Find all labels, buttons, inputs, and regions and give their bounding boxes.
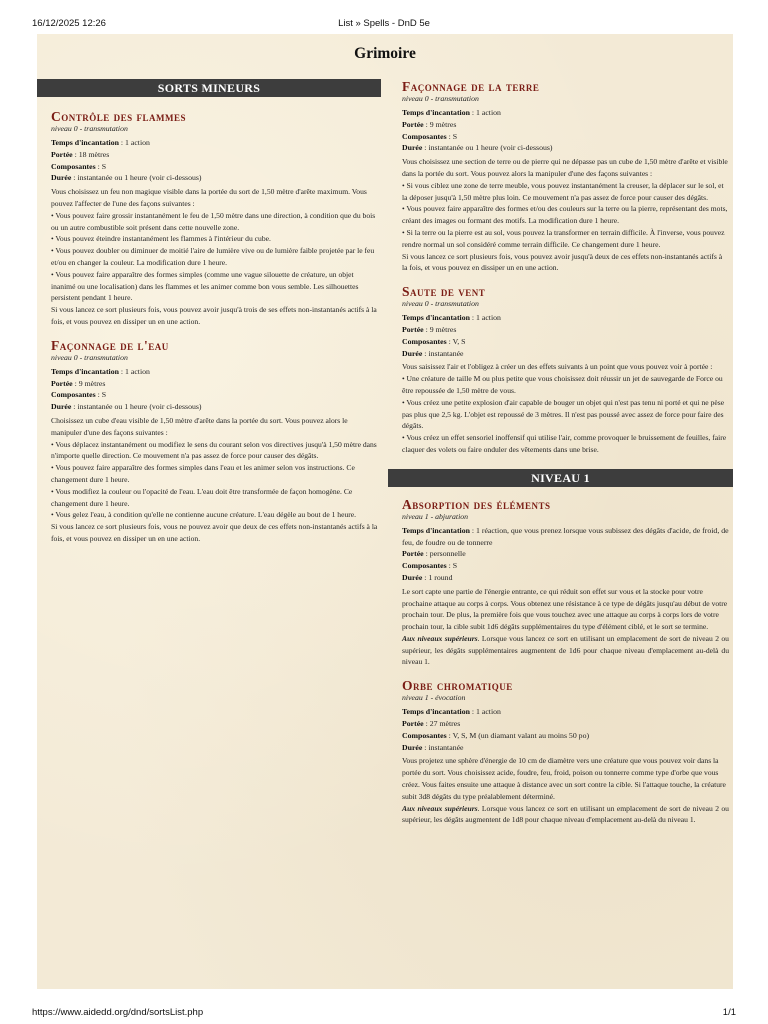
- prop-casting-time: Temps d'incantation : 1 action: [402, 108, 501, 117]
- prop-components: Composantes : S: [402, 131, 458, 141]
- description-paragraph: Choisissez un cube d'eau visible de 1,50 mètre d'arête dans la portée du sort. Vous pouvez alors le manipuler d'une des façons suivantes :: [51, 415, 348, 437]
- higher-levels-label: Aux niveaux supérieurs: [402, 803, 478, 813]
- spell-list-right-cantrips: [388, 79, 733, 456]
- prop-components: Composantes : V, S: [402, 336, 466, 346]
- spell-card: [37, 338, 381, 545]
- prop-casting-time-value: 1 action: [476, 707, 501, 717]
- spell-name: Contrôle des flammes: [51, 109, 187, 124]
- page-title: Grimoire: [354, 45, 416, 62]
- prop-casting-time-label: Temps d'incantation: [51, 366, 119, 376]
- prop-duration-value: instantanée ou 1 heure (voir ci-dessous): [77, 173, 202, 183]
- spell-name: Absorption des éléments: [402, 496, 551, 512]
- description-paragraph: • Vous modifiez la couleur ou l'opacité de l'eau. L'eau doit être transformée de façon homogène. Ce changement dure 1 heure.: [51, 486, 353, 508]
- description-paragraph: • Si la terre ou la pierre est au sol, vous pouvez la transformer en terrain difficile. À l'inverse, vous pouvez rendre normal un sol considéré comme terrain difficile. Ce changement dure 1 heure.: [402, 227, 725, 249]
- spell-name: Saute de vent: [402, 284, 486, 300]
- prop-duration: Durée : 1 round: [402, 572, 453, 582]
- spell-name: Orbe chromatique: [402, 678, 513, 694]
- description-paragraph: • Si vous ciblez une zone de terre meuble, vous pouvez instantanément la creuser, la déplacer sur le sol, et la déposer jusqu'à 1,50 mètre plus loin. Ce mouvement n'a pas assez de force pour causer des dégâts.: [402, 180, 724, 202]
- description-paragraph: Vous saisissez l'air et l'obligez à créer un des effets suivants à un point que vous pouvez voir à portée :: [402, 362, 713, 372]
- spell-description: [51, 415, 379, 545]
- prop-range: Portée : 9 mètres: [51, 378, 106, 388]
- prop-components-value: S: [101, 390, 107, 400]
- description-paragraph: • Vous pouvez faire apparaître des formes simples dans l'eau et les animer selon vos instructions. Ce changement dure 1 heure.: [51, 463, 355, 484]
- prop-components-label: Composantes: [402, 730, 447, 740]
- prop-duration: Durée : instantanée: [402, 348, 464, 358]
- spell-school: niveau 0 - transmutation: [402, 299, 479, 309]
- description-paragraph: • Vous créez une petite explosion d'air capable de bouger un objet qui n'est pas tenu ni porté et qui ne pèse pas plus que 2,5 kg. L'objet est repoussé de 3 mètres. Il n'est pas poussé avec assez de force pour faire des dégâts.: [402, 397, 725, 431]
- higher-levels-text: . Lorsque vous lancez ce sort en utilisant un emplacement de sort de niveau 2 ou supérieur, les dégâts augmentent de 1d8 pour chaque niveau d'emplacement au-delà du niveau 1.: [402, 803, 729, 825]
- prop-range: Portée : 18 mètres: [51, 149, 110, 159]
- prop-duration-value: instantanée ou 1 heure (voir ci-dessous): [77, 402, 202, 412]
- spell-description: [402, 586, 729, 669]
- prop-casting-time: Temps d'incantation : 1 action: [402, 313, 501, 323]
- prop-components: Composantes : S: [402, 561, 458, 571]
- spell-card: [388, 79, 733, 274]
- prop-duration-label: Durée: [51, 402, 72, 412]
- spell-list-left: [37, 109, 381, 545]
- prop-range-value: 27 mètres: [429, 719, 461, 729]
- prop-range-value: 18 mètres: [78, 149, 110, 159]
- prop-range: Portée : 27 mètres: [402, 719, 461, 729]
- prop-components-value: S: [452, 561, 458, 571]
- spell-card: [37, 109, 381, 328]
- prop-range-value: 9 mètres: [429, 119, 457, 129]
- prop-range-value: 9 mètres: [78, 378, 106, 388]
- spell-name: Façonnage de l'eau: [51, 337, 169, 353]
- description-paragraph: Vous choisissez une section de terre ou de pierre qui ne dépasse pas un cube de 1,50 mètre d'arête et visible dans la portée du sort. Vous pouvez alors la manipuler d'une des façons suivantes :: [402, 157, 728, 178]
- description-paragraph: • Vous pouvez faire grossir instantanément le feu de 1,50 mètre dans une direction, à condition que du bois ou un autre combustible soit présent dans cette nouvelle zone.: [51, 210, 376, 232]
- spell-school: niveau 1 - abjuration: [402, 511, 469, 521]
- prop-components: Composantes : S: [51, 161, 107, 171]
- prop-casting-time: Temps d'incantation : 1 réaction, que vous prenez lorsque vous subissez des dégâts d'acide, de froid, de feu, de foudre ou de tonnerre: [402, 525, 729, 547]
- prop-range: Portée : 9 mètres: [402, 119, 457, 129]
- description-paragraph: Si vous lancez ce sort plusieurs fois, vous ne pouvez avoir que deux de ces effets non-instantanés actifs à la fois, et vous pouvez en dissiper un en une action.: [51, 522, 378, 543]
- prop-components-value: S: [452, 131, 458, 141]
- spell-card: [388, 497, 733, 669]
- left-column: [37, 79, 381, 545]
- description-paragraph: • Une créature de taille M ou plus petite que vous choisissez doit réussir un jet de sauvegarde de Force ou être repoussée de 1,50 mètre de vous.: [402, 374, 723, 395]
- description-paragraph: • Vous pouvez éteindre instantanément les flammes à l'intérieur du cube.: [51, 234, 271, 244]
- spell-description: [402, 361, 729, 455]
- description-paragraph: • Vous pouvez doubler ou diminuer de moitié l'aire de lumière vive ou de lumière faible projetée par le feu et/ou en changer la couleur. La modification dure 1 heure.: [51, 246, 375, 267]
- spell-card: [388, 284, 733, 456]
- prop-components-value: S: [101, 161, 107, 171]
- section-header-cantrips: SORTS MINEURS: [37, 79, 381, 97]
- prop-range: Portée : 9 mètres: [402, 324, 457, 334]
- print-datetime: 16/12/2025 12:26: [32, 18, 106, 29]
- prop-casting-time-value: 1 action: [476, 313, 501, 323]
- description-paragraph: • Vous pouvez faire apparaître des formes et/ou des couleurs sur la terre ou la pierre, représentant des mots, créant des images ou formant des motifs. La modification dure 1 heure.: [402, 204, 728, 226]
- higher-levels-text: . Lorsque vous lancez ce sort en utilisant un emplacement de sort de niveau 2 ou supérieur, les dégâts supplémentaires augmentent de 1d6 pour chaque niveau d'emplacement au-delà du niveau 1.: [402, 633, 729, 667]
- prop-casting-time: Temps d'incantation : 1 action: [51, 138, 150, 147]
- spell-school: niveau 0 - transmutation: [51, 124, 128, 133]
- spell-card: [388, 678, 733, 826]
- prop-casting-time-label: Temps d'incantation: [402, 525, 470, 535]
- higher-levels-paragraph: [402, 633, 729, 668]
- right-column: [388, 79, 733, 826]
- prop-components: Composantes : V, S, M (un diamant valant au moins 50 po): [402, 730, 590, 740]
- description-paragraph: • Vous pouvez faire apparaître des formes simples (comme une vague silouette de créature, un objet inanimé ou une localisation) dans les flammes et les animer comme bon vous semble. Les silhouettes persistent pendant 1 heure.: [51, 269, 359, 303]
- prop-casting-time-value: 1 action: [125, 366, 150, 376]
- spell-school: niveau 0 - transmutation: [51, 352, 128, 362]
- description-paragraph: Si vous lancez ce sort plusieurs fois, vous pouvez avoir jusqu'à deux de ces effets non-instantanés actifs à la fois, et vous pouvez en dissiper un en une action.: [402, 251, 723, 273]
- prop-duration: Durée : instantanée ou 1 heure (voir ci-dessous): [402, 143, 553, 153]
- prop-duration-label: Durée: [402, 742, 423, 752]
- prop-range-label: Portée: [402, 119, 424, 129]
- higher-levels-paragraph: [402, 803, 729, 827]
- prop-range-label: Portée: [402, 549, 424, 559]
- description-paragraph: Vous choisissez un feu non magique visible dans la portée du sort de 1,50 mètre d'arête maximum. Vous pouvez l'affecter de l'une des façons suivantes :: [51, 187, 367, 208]
- prop-range: Portée : personnelle: [402, 549, 466, 559]
- prop-casting-time-label: Temps d'incantation: [402, 707, 470, 717]
- prop-duration-value: instantanée: [428, 742, 464, 752]
- spell-description: [402, 156, 729, 274]
- description-paragraph: Si vous lancez ce sort plusieurs fois, vous pouvez avoir jusqu'à trois de ses effets non-instantanés actifs à la fois, et vous pouvez en dissiper un en une action.: [51, 305, 377, 326]
- print-footer: [0, 1000, 768, 1024]
- prop-duration-value: instantanée ou 1 heure (voir ci-dessous): [428, 143, 553, 153]
- prop-components-label: Composantes: [51, 161, 96, 171]
- print-url: https://www.aidedd.org/dnd/sortsList.php: [32, 1007, 204, 1018]
- prop-components-value: V, S: [452, 336, 466, 346]
- prop-components: Composantes : S: [51, 390, 107, 400]
- prop-duration: Durée : instantanée ou 1 heure (voir ci-dessous): [51, 402, 202, 412]
- prop-range-value: personnelle: [429, 549, 466, 559]
- prop-range-label: Portée: [402, 324, 424, 334]
- prop-duration-label: Durée: [402, 572, 423, 582]
- prop-range-label: Portée: [51, 149, 73, 159]
- prop-casting-time-value: 1 action: [125, 138, 150, 147]
- print-header: [0, 0, 768, 34]
- prop-casting-time-value: 1 action: [476, 108, 501, 117]
- prop-casting-time-label: Temps d'incantation: [51, 138, 119, 147]
- prop-casting-time-value: 1 réaction, que vous prenez lorsque vous subissez des dégâts d'acide, de froid, de feu, de foudre ou de tonnerre: [402, 525, 729, 547]
- prop-range-value: 9 mètres: [429, 324, 457, 334]
- print-page-number: 1/1: [722, 1007, 736, 1018]
- prop-components-label: Composantes: [402, 561, 447, 571]
- prop-range-label: Portée: [402, 719, 424, 729]
- prop-duration-value: instantanée: [428, 348, 464, 358]
- prop-casting-time-label: Temps d'incantation: [402, 313, 470, 323]
- prop-components-label: Composantes: [402, 336, 447, 346]
- spell-description: [402, 755, 729, 826]
- prop-duration-label: Durée: [402, 143, 423, 153]
- prop-range-label: Portée: [51, 378, 73, 388]
- prop-casting-time: Temps d'incantation : 1 action: [402, 707, 501, 717]
- spell-school: niveau 1 - évocation: [402, 693, 466, 703]
- spell-school: niveau 0 - transmutation: [402, 94, 479, 103]
- higher-levels-label: Aux niveaux supérieurs: [402, 633, 478, 643]
- prop-components-value: V, S, M (un diamant valant au moins 50 po): [452, 730, 590, 740]
- description-paragraph: • Vous déplacez instantanément ou modifiez le sens du courant selon vos directives jusqu'à 1,50 mètre dans n'importe quelle direction. Ce mouvement n'a pas assez de force pour causer des dégâts.: [51, 439, 377, 461]
- section-header-level-1: NIVEAU 1: [388, 469, 733, 487]
- prop-casting-time: Temps d'incantation : 1 action: [51, 366, 150, 376]
- prop-components-label: Composantes: [402, 131, 447, 141]
- spell-list-right-level-1: [388, 497, 733, 827]
- description-paragraph: • Vous créez un effet sensoriel inoffensif qui utilise l'air, comme provoquer le bruissement de feuilles, faire claquer des volets ou faire onduler des vêtements dans une brise.: [402, 433, 727, 454]
- description-paragraph: • Vous gelez l'eau, à condition qu'elle ne contienne aucune créature. L'eau dégèle au bout de 1 heure.: [51, 510, 357, 520]
- parchment-page: [37, 34, 733, 989]
- spell-description: [51, 186, 379, 328]
- prop-duration: Durée : instantanée ou 1 heure (voir ci-dessous): [51, 173, 202, 183]
- prop-components-label: Composantes: [51, 390, 96, 400]
- prop-duration-label: Durée: [402, 348, 423, 358]
- prop-duration: Durée : instantanée: [402, 742, 464, 752]
- prop-duration-label: Durée: [51, 173, 72, 183]
- prop-duration-value: 1 round: [428, 572, 453, 582]
- prop-casting-time-label: Temps d'incantation: [402, 108, 470, 117]
- print-page-title: List » Spells - DnD 5e: [338, 18, 430, 29]
- description-paragraph: Le sort capte une partie de l'énergie entrante, ce qui réduit son effet sur vous et la stocke pour votre prochaine attaque au corps à corps. Vous obtenez une résistance à ce type de dégâts jusqu'au début de votre prochain tour. De plus, la première fois que vous touchez avec une attaque au corps à corps lors de votre prochain tour, la cible subit 1d6 dégâts supplémentaires du type d'élément ciblé, et le sort se termine.: [402, 586, 728, 632]
- spell-name: Façonnage de la terre: [402, 79, 540, 94]
- description-paragraph: Vous projetez une sphère d'énergie de 10 cm de diamètre vers une créature que vous pouvez voir dans la portée du sort. Vous choisissez acide, foudre, feu, froid, poison ou tonnerre comme type d'orbe que vous créez. Vous faites ensuite une attaque à distance avec un sort contre la cible. Si l'attaque touche, la créature subit 3d8 dégâts du type préalablement déterminé.: [402, 756, 726, 801]
